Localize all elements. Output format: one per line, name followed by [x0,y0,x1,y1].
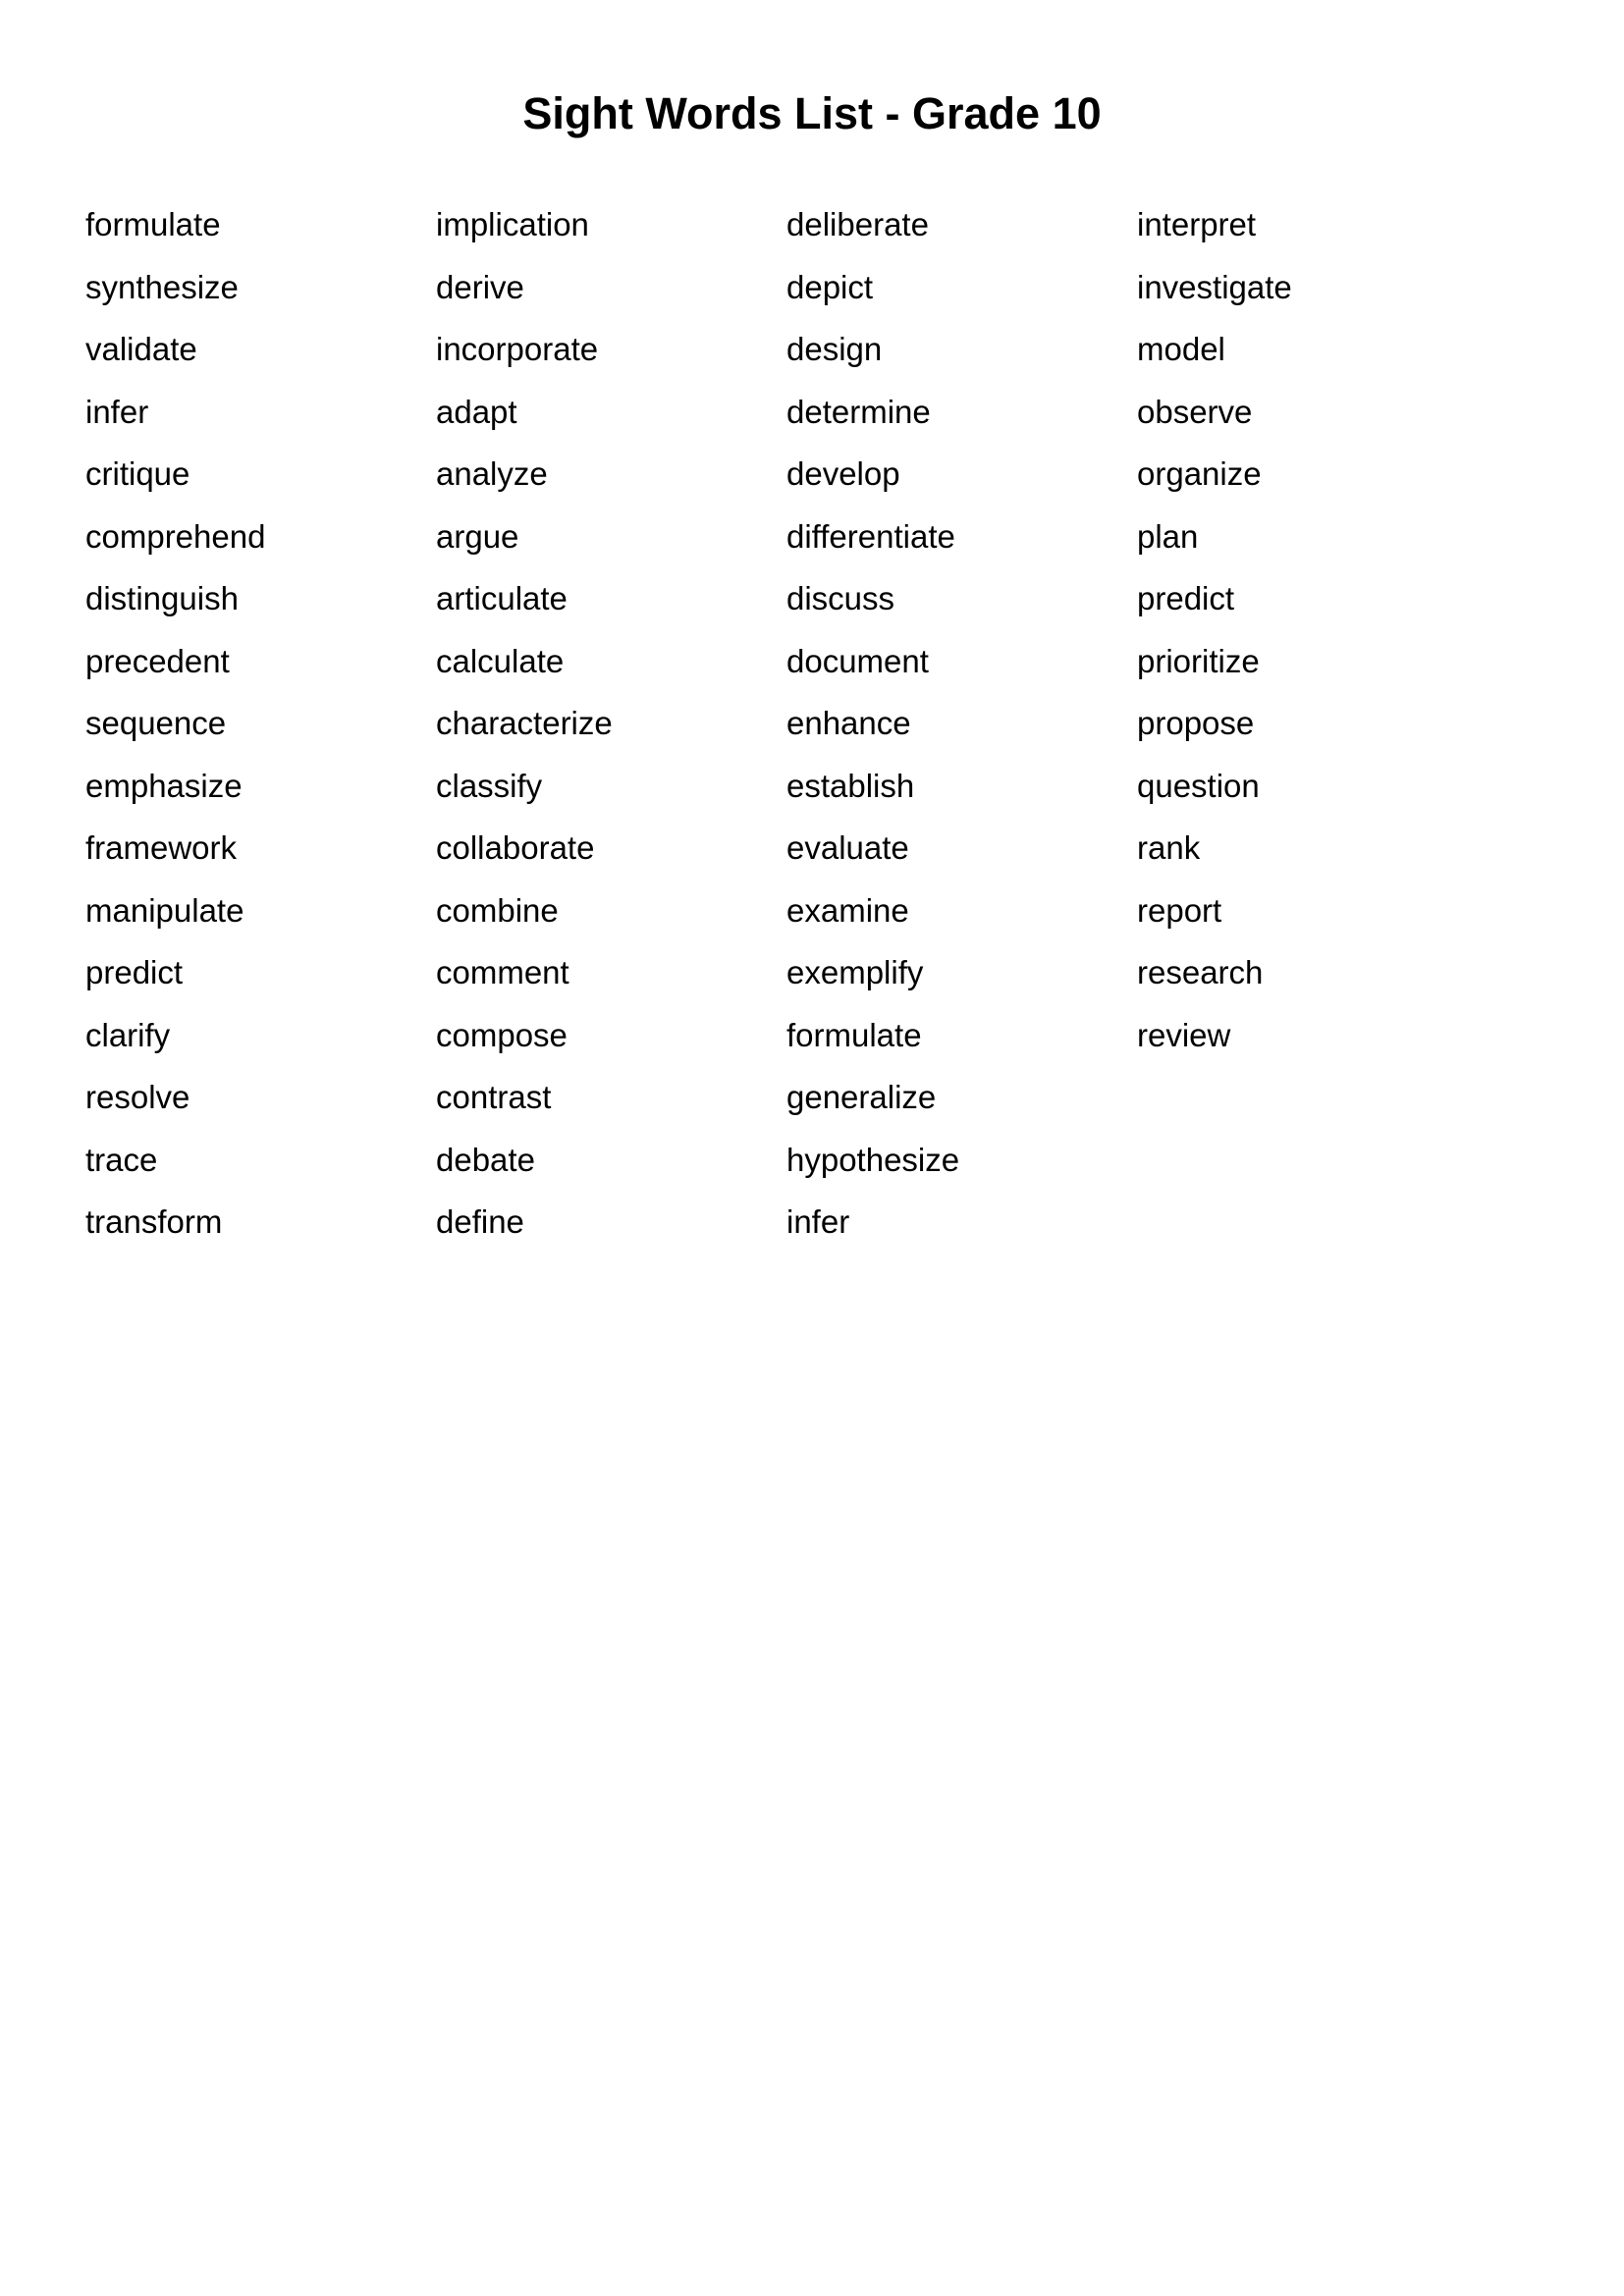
sight-word: establish [786,767,915,804]
sight-word: develop [786,455,900,492]
sight-word: implication [436,206,589,242]
word-grid [85,199,1488,1259]
sight-word: determine [786,393,931,430]
sight-word: precedent [85,642,230,679]
sight-word: prioritize [1137,642,1260,679]
sight-word: sequence [85,705,227,741]
sight-word: interpret [1137,206,1257,242]
sight-word: infer [786,1203,850,1240]
sight-word: resolve [85,1079,190,1115]
sight-word: research [1137,954,1264,990]
sight-word: examine [786,891,909,929]
word-column-1 [85,199,436,1259]
sight-word: predict [85,954,184,990]
sight-word: framework [85,829,238,866]
sight-word: enhance [786,705,911,741]
word-column-2 [436,199,786,1259]
sight-word: rank [1137,829,1201,866]
sight-word: define [436,1203,524,1240]
sight-word: distinguish [85,580,239,616]
sight-word: compose [436,1016,568,1053]
sight-word: observe [1137,393,1253,430]
sight-word: combine [436,891,559,929]
sight-word: formulate [85,206,221,242]
sight-word: contrast [436,1079,552,1115]
sight-word: incorporate [436,331,599,367]
sight-word: model [1137,331,1225,367]
sight-word: investigate [1137,268,1292,305]
sight-word: organize [1137,455,1262,492]
word-column-3 [786,199,1137,1259]
sight-word: exemplify [786,954,924,990]
sight-word: articulate [436,580,568,616]
sight-word: design [786,331,883,367]
sight-word: derive [436,268,524,305]
sight-word: trace [85,1141,158,1178]
sight-word: infer [85,393,149,430]
sight-word: differentiate [786,517,955,555]
sight-word: comment [436,954,569,990]
sight-word: synthesize [85,268,239,305]
sight-word: critique [85,455,190,492]
page-title: Sight Words List - Grade 10 [522,88,1102,138]
sight-word: calculate [436,642,565,679]
sight-word: formulate [786,1016,922,1053]
sight-word: propose [1137,705,1255,741]
sight-word: predict [1137,580,1235,616]
sight-word: depict [786,268,874,305]
sight-word: adapt [436,393,517,430]
sight-word: validate [85,331,197,367]
sight-word: comprehend [85,517,266,555]
sight-word: clarify [85,1016,171,1053]
sight-word: discuss [786,580,895,616]
sight-word: report [1137,891,1222,929]
word-column-4 [1137,199,1488,1259]
sight-word: classify [436,767,543,804]
sight-word: evaluate [786,829,909,866]
sight-word: characterize [436,705,613,741]
sight-word: analyze [436,455,548,492]
sight-word: debate [436,1141,535,1178]
sight-word: argue [436,517,519,555]
sight-word: collaborate [436,829,595,866]
sight-word: generalize [786,1079,937,1115]
sight-word: deliberate [786,206,929,242]
sight-word: plan [1137,517,1199,555]
sight-word: document [786,642,929,679]
sight-word: emphasize [85,767,243,804]
sight-word: transform [85,1203,223,1240]
sight-word: question [1137,767,1260,804]
sight-word: review [1137,1016,1231,1053]
sight-word: manipulate [85,891,244,929]
sight-word: hypothesize [786,1141,960,1178]
